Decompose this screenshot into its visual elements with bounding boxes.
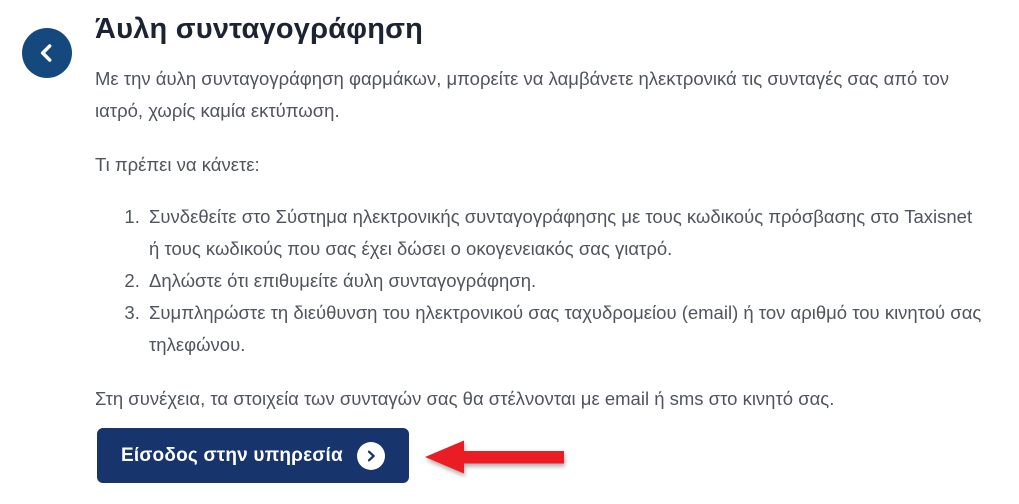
back-button[interactable] [22,28,72,78]
steps-list [95,201,983,361]
page-title: Άυλη συνταγογράφηση [95,13,424,45]
list-item: 2. Δηλώστε ότι επιθυμείτε άυλη συνταγογράφηση. [145,265,983,297]
service-content [95,12,983,415]
list-item: 3. Συμπληρώστε τη διεύθυνση του ηλεκτρονικού σας ταχυδρομείου (email) ή τον αριθμό του κινητού σας τηλεφώνου. [145,297,983,361]
list-item: 1. Συνδεθείτε στο Σύστημα ηλεκτρονικής συνταγογράφησης με τους κωδικούς πρόσβασης στο Taxisnet ή τους κωδικούς που σας έχει δώσει ο οκογενειακός σας γιατρό. [145,201,983,265]
steps-heading: Τι πρέπει να κάνετε: [95,153,260,175]
cta-row [97,428,566,483]
chevron-left-icon [34,40,60,66]
outro-paragraph: Στη συνέχεια, τα στοιχεία των συνταγών σας θα στέλνονται με email ή sms στο κινητό σας. [95,387,835,409]
cta-button-label: Είσοδος στην υπηρεσία [121,444,343,466]
login-service-button[interactable] [97,428,409,483]
chevron-right-icon [357,442,385,470]
red-arrow-left-icon [424,437,566,477]
intro-paragraph: Με την άυλη συνταγογράφηση φαρμάκων, μπορείτε να λαμβάνετε ηλεκτρονικά τις συνταγές σας από τον ιατρό, χωρίς καμία εκτύπωση. [95,67,950,121]
